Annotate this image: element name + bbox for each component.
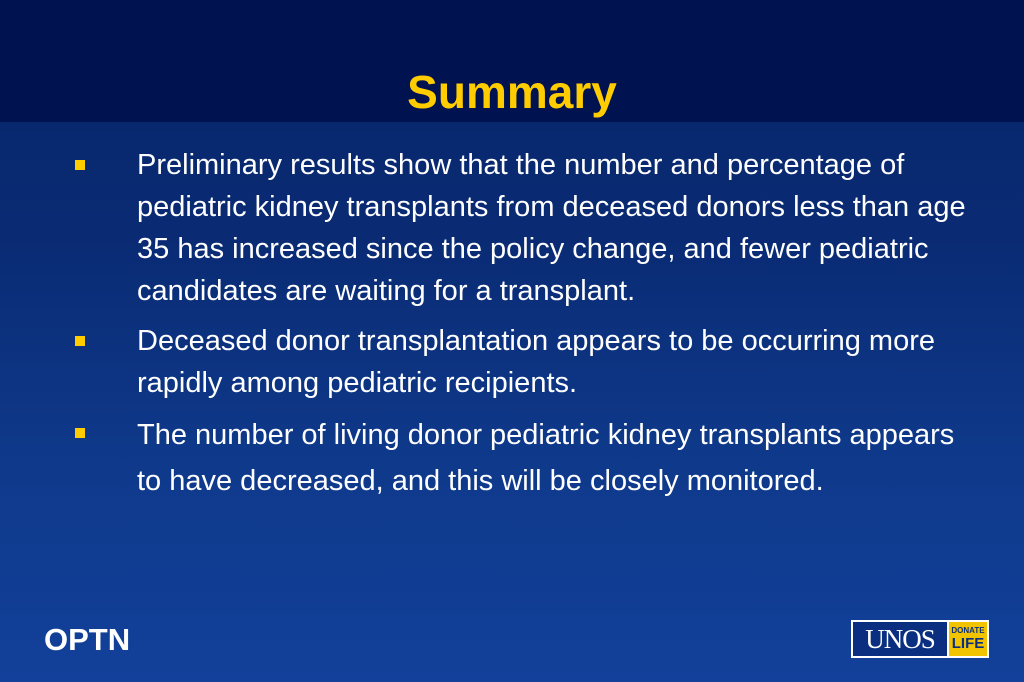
square-bullet-icon: [75, 428, 85, 438]
slide-title: Summary: [407, 66, 617, 118]
bullet-item: [74, 144, 974, 312]
unos-donate-life-logo: [851, 620, 989, 658]
footer-optn-label: OPTN: [44, 622, 131, 657]
unos-logo-text: UNOS: [865, 624, 935, 654]
donate-text: DONATE: [951, 626, 985, 635]
bullet-list: [74, 144, 974, 512]
bullet-text: Preliminary results show that the number and percentage of pediatric kidney transplants from deceased donors less than age 35 has increased since the policy change, and fewer pediatric candidates are waiting for a transplant.: [137, 149, 966, 307]
bullet-text: Deceased donor transplantation appears to be occurring more rapidly among pediatric recipients.: [137, 325, 935, 399]
square-bullet-icon: [75, 336, 85, 346]
life-text: LIFE: [951, 635, 985, 652]
bullet-item: [74, 320, 974, 404]
bullet-item: [74, 412, 974, 504]
square-bullet-icon: [75, 160, 85, 170]
donate-life-badge: [947, 622, 987, 656]
bullet-text: The number of living donor pediatric kidney transplants appears to have decreased, and this will be closely monitored.: [137, 419, 955, 497]
